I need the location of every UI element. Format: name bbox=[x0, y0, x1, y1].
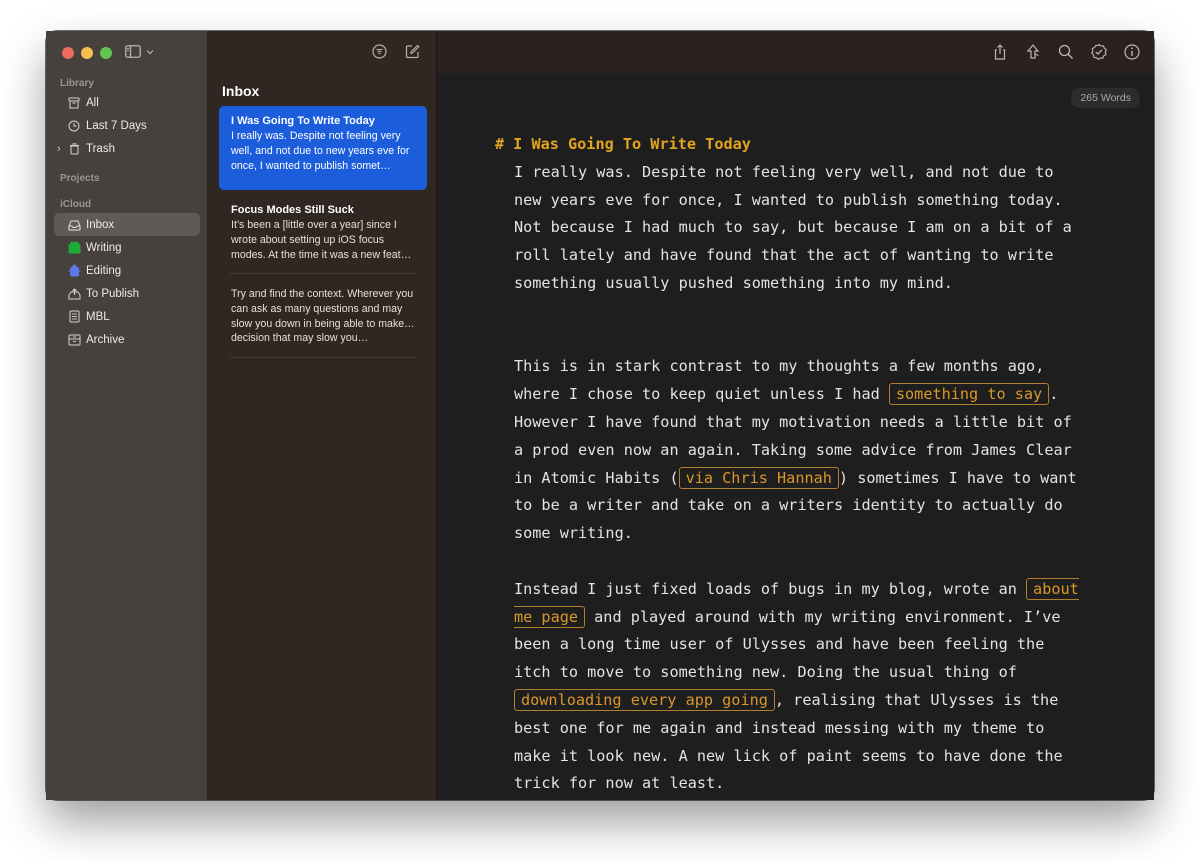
sidebar-item-label: Inbox bbox=[86, 218, 115, 231]
share-icon[interactable] bbox=[991, 43, 1009, 61]
paragraph-1: I really was. Despite not feeling very well, and not due to new years eve for once, I wanted to publish something today. Not because I had much to say, but because I am on a bit of a roll lately and have found that the act of wanting to write something usually pushed something into my mind. bbox=[514, 162, 1072, 292]
paragraph-2 bbox=[514, 353, 1089, 548]
editing-group-icon bbox=[67, 264, 81, 278]
sheet-divider bbox=[230, 273, 416, 274]
info-icon[interactable] bbox=[1123, 43, 1141, 61]
paragraph-text: and played around with my writing environment. I’ve been a long time user of Ulysses and have been feeling the itch to move to something new. Doing the usual thing of bbox=[514, 607, 1061, 682]
sidebar-item-inbox[interactable] bbox=[54, 213, 200, 236]
sheet-item[interactable] bbox=[219, 195, 427, 271]
sidebar-item-label: Archive bbox=[86, 333, 125, 346]
publish-icon bbox=[67, 287, 81, 301]
sidebar-item-archive[interactable] bbox=[54, 328, 200, 351]
sheet-title: Focus Modes Still Suck bbox=[231, 204, 354, 216]
editor-pane bbox=[437, 31, 1154, 800]
sidebar-item-label: To Publish bbox=[86, 287, 140, 300]
sidebar-item-label: Trash bbox=[86, 142, 115, 155]
projects-section-label: Projects bbox=[60, 173, 100, 184]
paragraph-3 bbox=[514, 576, 1089, 798]
link-something-to-say[interactable]: something to say bbox=[889, 383, 1049, 405]
paragraph-text: This is in stark contrast to my thoughts a few months ago, where I chose to keep quiet unless I had bbox=[514, 357, 1045, 404]
sidebar-item-to-publish[interactable] bbox=[54, 282, 200, 305]
library-all-icon bbox=[67, 96, 81, 110]
word-count-badge[interactable]: 265 Words bbox=[1071, 88, 1140, 108]
heading-line bbox=[495, 131, 751, 159]
sheet-excerpt: I really was. Despite not feeling very well, and not due to new years eve for once, I wanted to publish somet… bbox=[231, 130, 410, 172]
sheet-item-selected[interactable] bbox=[219, 106, 427, 190]
sidebar-item-label: Writing bbox=[86, 241, 122, 254]
sidebar-item-label: Editing bbox=[86, 264, 122, 277]
minimize-window-button[interactable] bbox=[81, 47, 93, 59]
sidebar-toggle-button[interactable] bbox=[125, 45, 154, 58]
sheet-divider bbox=[230, 357, 416, 358]
sheet-excerpt: Try and find the context. Wherever you can ask as many questions and may slow you down in being able to make a decision that may slow you… bbox=[231, 288, 414, 345]
paragraph-text: . However I have found that my motivation needs a little bit of a prod even now an again. Taking some advice from James Clear in Atomic Habits ( bbox=[514, 385, 1072, 487]
chevron-down-icon bbox=[146, 49, 154, 55]
sidebar-item-all[interactable] bbox=[54, 91, 200, 114]
sidebar-item-last-7-days[interactable] bbox=[54, 114, 200, 137]
zoom-window-button[interactable] bbox=[100, 47, 112, 59]
sheet-title: I Was Going To Write Today bbox=[231, 115, 375, 127]
heading-marker: # bbox=[495, 135, 505, 153]
chevron-right-icon[interactable]: › bbox=[57, 142, 61, 155]
new-sheet-button[interactable] bbox=[405, 44, 420, 64]
link-downloading-every-app-going[interactable]: downloading every app going bbox=[514, 689, 775, 711]
sidebar-item-label: MBL bbox=[86, 310, 110, 323]
library-sidebar bbox=[46, 31, 208, 800]
clock-icon bbox=[67, 119, 81, 133]
sidebar-item-editing[interactable] bbox=[54, 259, 200, 282]
window-controls bbox=[62, 47, 112, 59]
compose-icon bbox=[405, 44, 420, 59]
editor-toolbar bbox=[437, 31, 1154, 73]
icloud-section-label: iCloud bbox=[60, 199, 92, 210]
document-heading: I Was Going To Write Today bbox=[513, 135, 751, 153]
library-section-label: Library bbox=[60, 78, 94, 89]
archive-icon bbox=[67, 333, 81, 347]
review-check-icon[interactable] bbox=[1090, 43, 1108, 61]
paragraph-text: Instead I just fixed loads of bugs in my blog, wrote an bbox=[514, 579, 1027, 598]
link-about-me-page[interactable]: about me page bbox=[514, 579, 1079, 626]
inbox-icon bbox=[67, 218, 81, 232]
app-window bbox=[46, 31, 1154, 800]
filter-icon bbox=[372, 44, 387, 59]
sidebar-item-label: All bbox=[86, 96, 99, 109]
trash-icon bbox=[67, 142, 81, 156]
sidebar-item-writing[interactable] bbox=[54, 236, 200, 259]
document-icon bbox=[67, 310, 81, 324]
writing-group-icon bbox=[67, 241, 81, 255]
paragraph-text: ) sometimes I have to want to be a writer and take on a writers identity to actually do some writing. bbox=[514, 468, 1077, 543]
search-icon[interactable] bbox=[1057, 43, 1075, 61]
sheet-item[interactable] bbox=[219, 279, 427, 351]
sheet-list bbox=[208, 31, 437, 800]
filter-button[interactable] bbox=[372, 44, 387, 64]
sidebar-item-label: Last 7 Days bbox=[86, 119, 147, 132]
sheet-excerpt: It’s been a [little over a year] since I wrote about setting up iOS focus modes. At the time it was a new feat… bbox=[231, 219, 412, 261]
link-via-chris-hannah[interactable]: via Chris Hannah bbox=[679, 467, 839, 489]
sidebar-icon bbox=[125, 45, 141, 58]
publish-export-icon[interactable] bbox=[1024, 43, 1042, 61]
paragraph-text: , realising that Ulysses is the best one for me again and instead messing with my theme to make it look new. A new lick of paint seems to have done the trick for now at least. bbox=[514, 690, 1063, 793]
sheet-list-title: Inbox bbox=[222, 83, 260, 99]
close-window-button[interactable] bbox=[62, 47, 74, 59]
sidebar-item-mbl[interactable] bbox=[54, 305, 200, 328]
sidebar-item-trash[interactable] bbox=[54, 137, 200, 160]
